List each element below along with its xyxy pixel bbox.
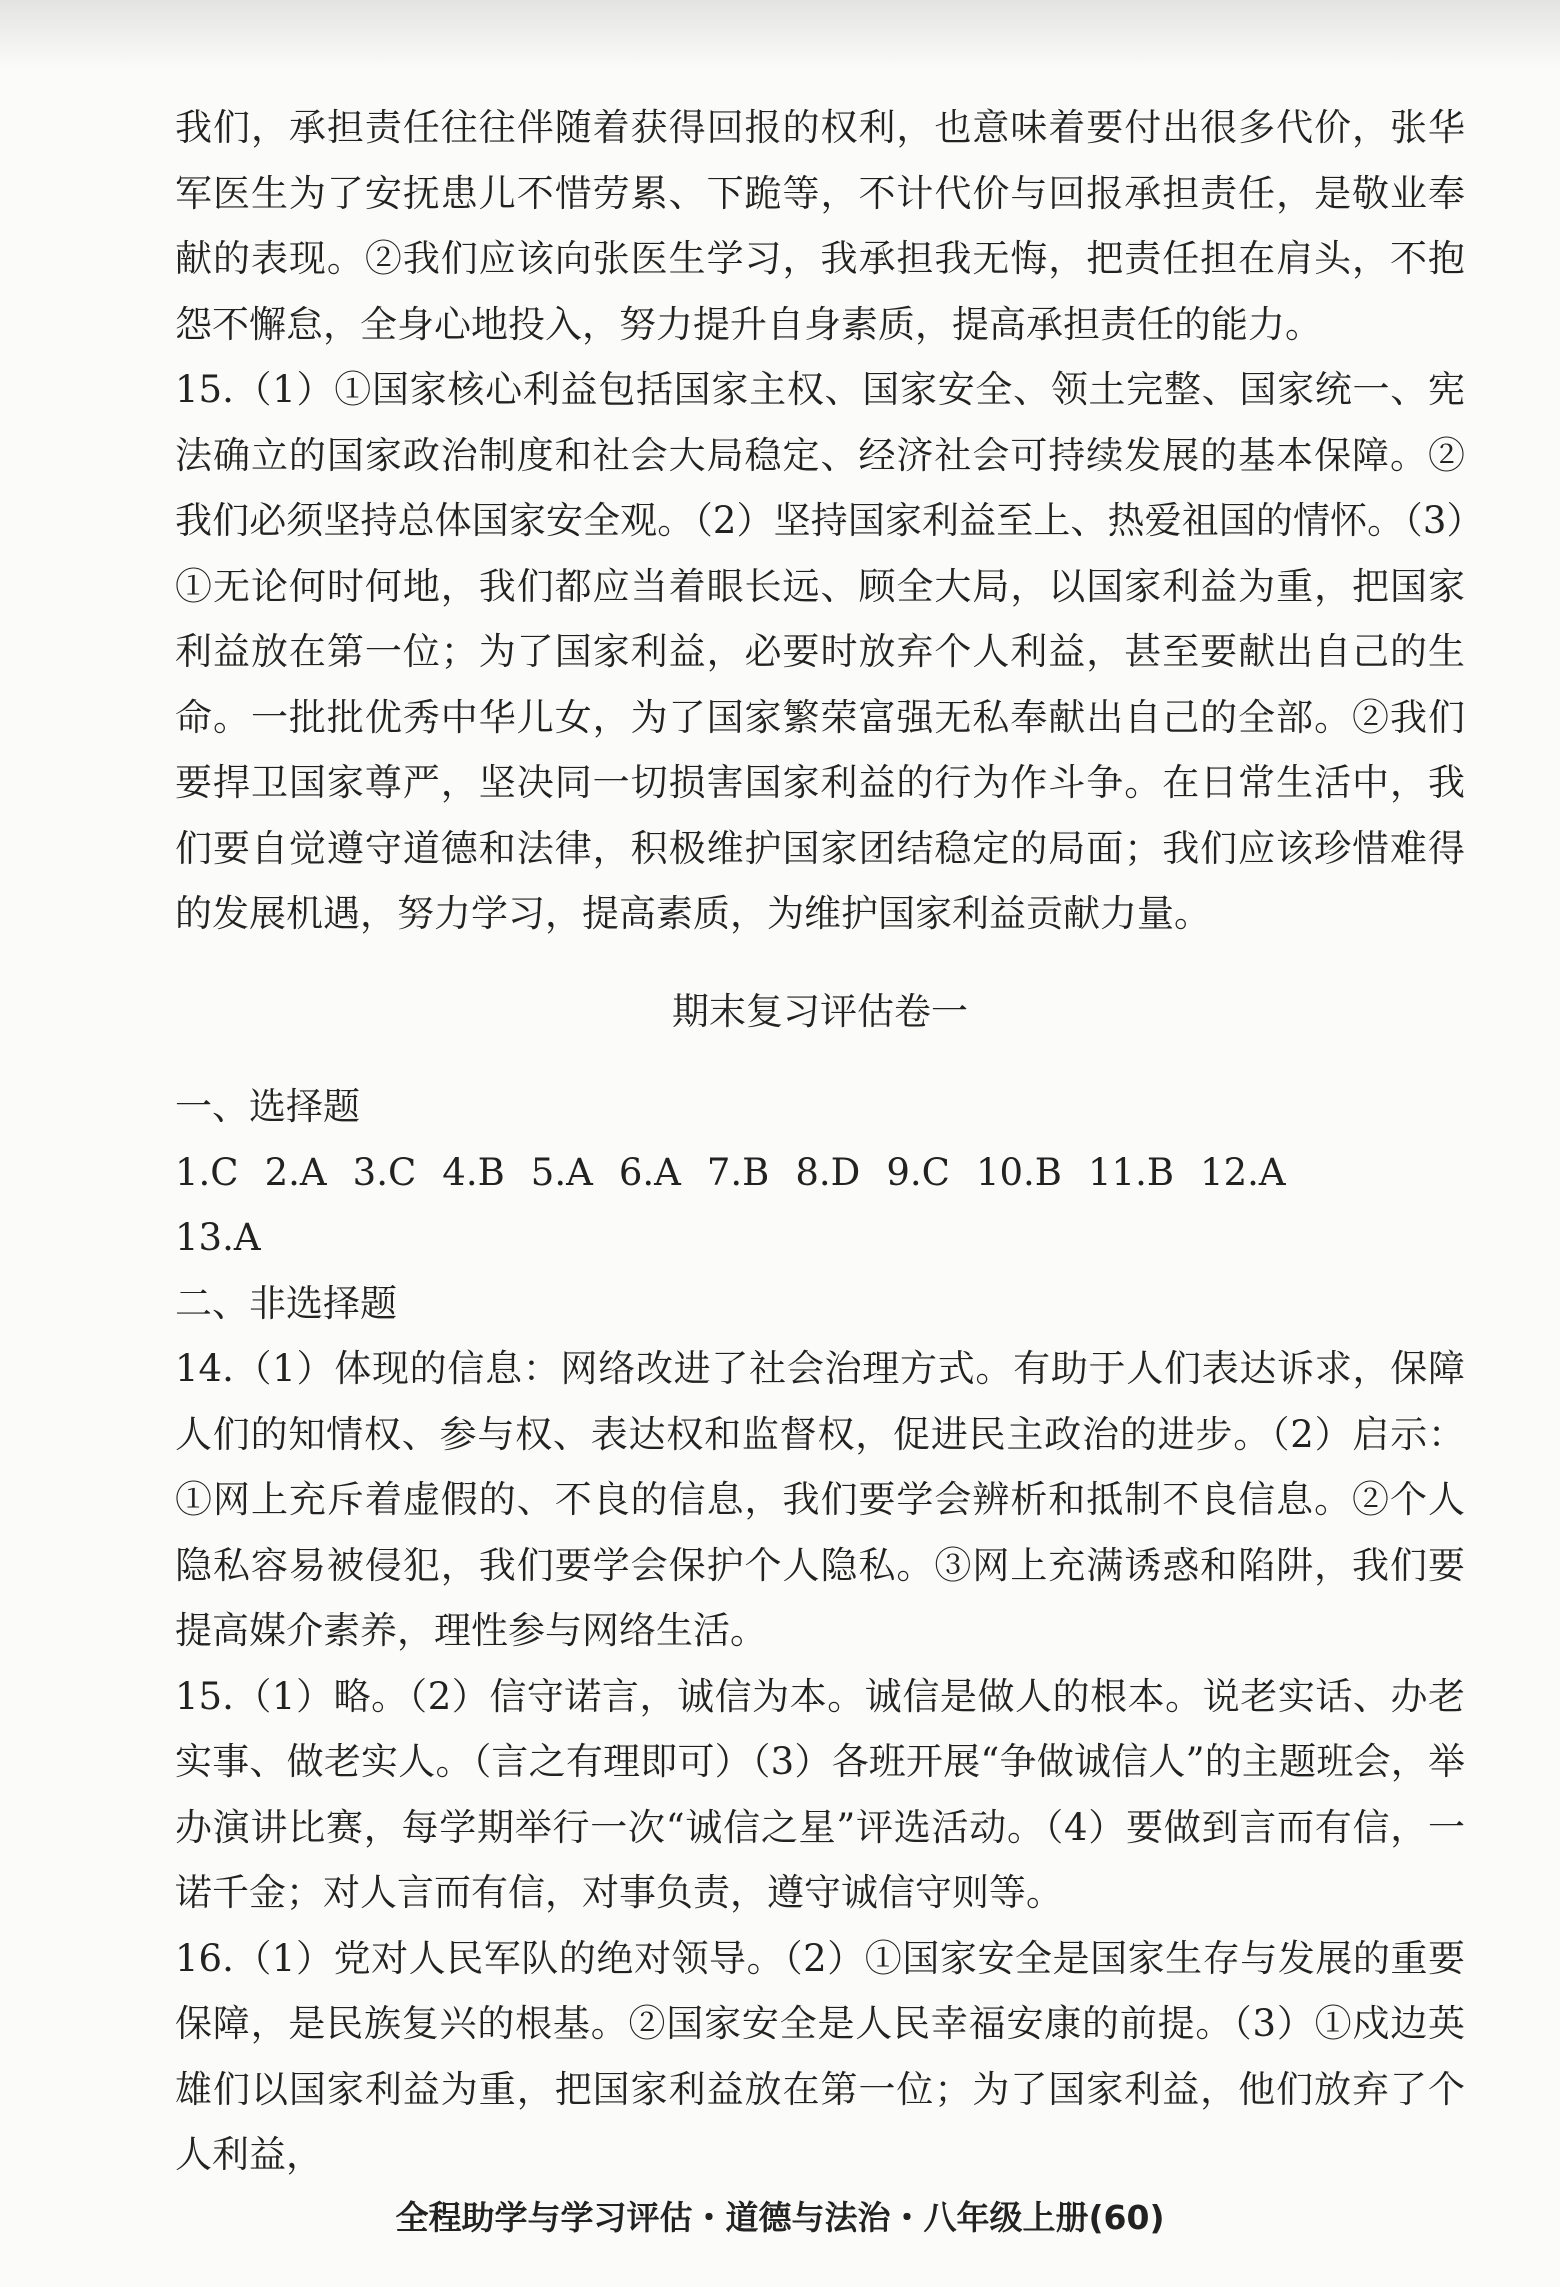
- choice-answer: 1.C: [175, 1150, 239, 1194]
- choice-answer: 12.A: [1200, 1150, 1286, 1194]
- choice-answer: 9.C: [886, 1150, 950, 1194]
- choice-answer: 4.B: [442, 1150, 505, 1194]
- question-16: 16.（1）党对人民军队的绝对领导。（2）①国家安全是国家生存与发展的重要保障，是民族复兴的根基。②国家安全是人民幸福安康的前提。（3）①戍边英雄们以国家利益为重，把国家利益放在第一位；为了国家利益，他们放弃了个人利益，: [175, 1936, 1465, 2176]
- page-content: [175, 95, 1465, 2188]
- choice-answer: 7.B: [706, 1150, 770, 1194]
- continued-paragraph: 我们，承担责任往往伴随着获得回报的权利，也意味着要付出很多代价，张华军医生为了安抚患儿不惜劳累、下跪等，不计代价与回报承担责任，是敬业奉献的表现。②我们应该向张医生学习，我承担我无悔，把责任担在肩头，不抱怨不懈怠，全身心地投入，努力提升自身素质，提高承担责任的能力。: [175, 106, 1465, 346]
- choice-answers: [175, 1140, 1465, 1206]
- part1-heading: 一、选择题: [175, 1085, 360, 1128]
- choice-answer: 8.D: [795, 1150, 861, 1194]
- part2-heading: 二、非选择题: [175, 1281, 397, 1325]
- choice-answer: 3.C: [352, 1150, 417, 1194]
- choice-answer: 6.A: [618, 1150, 681, 1194]
- choice-answer: 10.B: [975, 1150, 1062, 1194]
- question-15: 15.（1）略。（2）信守诺言，诚信为本。诚信是做人的根本。说老实话、办老实事、做老实人。（言之有理即可）（3）各班开展“争做诚信人”的主题班会，举办演讲比赛，每学期举行一次“诚信之星”评选活动。（4）要做到言而有信，一诺千金；对人言而有信，对事负责，遵守诚信守则等。: [175, 1674, 1465, 1914]
- choice-answer: 11.B: [1087, 1150, 1175, 1194]
- question-14: 14.（1）体现的信息：网络改进了社会治理方式。有助于人们表达诉求，保障人们的知情权、参与权、表达权和监督权，促进民主政治的进步。（2）启示：①网上充斥着虚假的、不良的信息，我们要学会辨析和抵制不良信息。②个人隐私容易被侵犯，我们要学会保护个人隐私。③网上充满诱惑和陷阱，我们要提高媒介素养，理性参与网络生活。: [175, 1347, 1465, 1652]
- choice-answer: 5.A: [530, 1150, 593, 1194]
- section-title: 期末复习评估卷一: [672, 989, 968, 1033]
- page-footer: 全程助学与学习评估・道德与法治・八年级上册(60): [395, 2198, 1165, 2237]
- choice-answers-line2: 13.A: [175, 1216, 261, 1259]
- choice-answer: 2.A: [264, 1150, 327, 1194]
- scan-shadow: [0, 0, 1560, 70]
- question-15-previous: 15.（1）①国家核心利益包括国家主权、国家安全、领土完整、国家统一、宪法确立的国家政治制度和社会大局稳定、经济社会可持续发展的基本保障。②我们必须坚持总体国家安全观。（2）坚持国家利益至上、热爱祖国的情怀。（3）①无论何时何地，我们都应当着眼长远、顾全大局，以国家利益为重，把国家利益放在第一位；为了国家利益，必要时放弃个人利益，甚至要献出自己的生命。一批批优秀中华儿女，为了国家繁荣富强无私奉献出自己的全部。②我们要捍卫国家尊严，坚决同一切损害国家利益的行为作斗争。在日常生活中，我们要自觉遵守道德和法律，积极维护国家团结稳定的局面；我们应该珍惜难得的发展机遇，努力学习，提高素质，为维护国家利益贡献力量。: [175, 368, 1465, 935]
